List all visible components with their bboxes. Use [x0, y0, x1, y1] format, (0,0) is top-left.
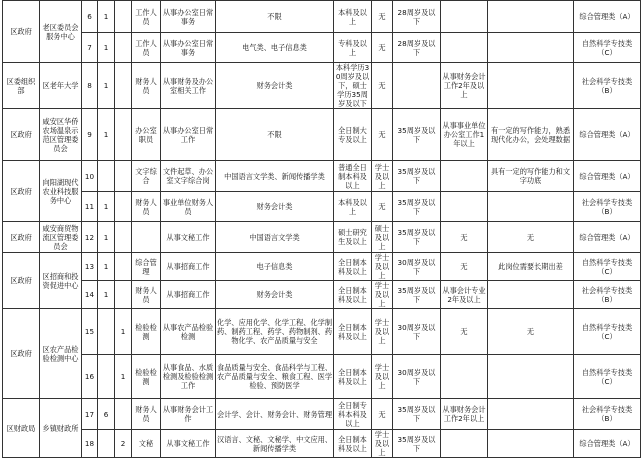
duty-cell: 从事招商工作 — [161, 253, 216, 281]
count-cell: 1 — [98, 192, 115, 222]
degree-cell: 学士及以上 — [372, 309, 393, 355]
category-cell: 工作人员 — [132, 1, 161, 33]
other-requirement-cell: 无 — [441, 222, 488, 253]
unit-cell: 区政府 — [3, 253, 40, 309]
dept-cell: 咸安商贸物流区管理委员会 — [40, 222, 82, 253]
count-cell: 1 — [98, 253, 115, 281]
category-cell: 财务人员 — [132, 399, 161, 430]
other-requirement-cell: 从事会计专业2年及以上 — [441, 281, 488, 309]
exam-type-cell: 自然科学专技类（C） — [574, 253, 641, 281]
remark-cell — [488, 63, 574, 109]
table-row — [3, 222, 641, 253]
duty-cell: 从事办公室日常工作 — [161, 109, 216, 161]
plan-type-cell — [115, 399, 132, 430]
exam-type-cell: 综合管理类（A） — [574, 161, 641, 192]
post-number-cell: 8 — [82, 63, 98, 109]
post-number-cell: 6 — [82, 1, 98, 33]
post-number-cell: 10 — [82, 161, 98, 192]
count-cell: 1 — [98, 33, 115, 63]
table-row — [3, 281, 641, 309]
education-cell: 本科及以上 — [334, 192, 372, 222]
age-cell: 28周岁及以下 — [393, 1, 441, 33]
education-cell: 专科及以上 — [334, 33, 372, 63]
exam-type-cell: 社会科学专技类（B） — [574, 281, 641, 309]
duty-cell: 从事办公室日常事务 — [161, 1, 216, 33]
table-row — [3, 109, 641, 161]
dept-cell: 区农产品检验检测中心 — [40, 309, 82, 399]
unit-cell: 区政府 — [3, 1, 40, 63]
remark-cell: 有一定的写作能力，熟悉现代化办公，会处理数据 — [488, 109, 574, 161]
major-cell: 财务会计类 — [216, 63, 334, 109]
recruitment-table — [2, 0, 641, 458]
unit-cell: 区财政局 — [3, 399, 40, 458]
degree-cell: 学士及以上 — [372, 281, 393, 309]
count-cell — [98, 161, 115, 192]
category-cell: 综合管理 — [132, 253, 161, 281]
exam-type-cell: 综合管理类（A） — [574, 222, 641, 253]
table-row — [3, 33, 641, 63]
dept-cell: 向阳湖现代农业科技服务中心 — [40, 161, 82, 222]
duty-cell: 从事财务会计工作 — [161, 399, 216, 430]
degree-cell: 硕士及以上 — [372, 222, 393, 253]
degree-cell: 学士及以上 — [372, 161, 393, 192]
major-cell: 不限 — [216, 109, 334, 161]
post-number-cell: 18 — [82, 430, 98, 458]
exam-type-cell: 综合管理类（A） — [574, 1, 641, 33]
other-requirement-cell: 从事财务会计工作2年及以上 — [441, 63, 488, 109]
degree-cell: 无 — [372, 1, 393, 33]
degree-cell: 无 — [372, 63, 393, 109]
age-cell: 28周岁及以下 — [393, 33, 441, 63]
remark-cell — [488, 1, 574, 33]
age-cell: 35周岁及以下 — [393, 281, 441, 309]
post-number-cell: 13 — [82, 253, 98, 281]
table-row — [3, 161, 641, 192]
duty-cell: 事业单位财务人员 — [161, 192, 216, 222]
age-cell — [393, 63, 441, 109]
unit-cell: 区政府 — [3, 309, 40, 399]
plan-type-cell — [115, 222, 132, 253]
major-cell: 化学、应用化学、化学工程、化学制药、制药工程、药学、药物制剂、药物化学、农产品质量与安全 — [216, 309, 334, 355]
remark-cell — [488, 33, 574, 63]
exam-type-cell: 自然科学专技类（C） — [574, 309, 641, 355]
exam-type-cell: 自然科学专技类（C） — [574, 33, 641, 63]
other-requirement-cell: 从事财务会计工作2年以上 — [441, 399, 488, 430]
major-cell: 中国语言文学类、新闻传播学类 — [216, 161, 334, 192]
category-cell: 财务人员 — [132, 281, 161, 309]
major-cell: 不限 — [216, 1, 334, 33]
remark-cell: 无 — [488, 222, 574, 253]
duty-cell: 从事财务及办公室相关工作 — [161, 63, 216, 109]
unit-cell: 区政府 — [3, 161, 40, 222]
plan-type-cell — [115, 63, 132, 109]
degree-cell: 无 — [372, 399, 393, 430]
count-cell — [98, 430, 115, 458]
remark-cell — [488, 281, 574, 309]
table-row — [3, 192, 641, 222]
other-requirement-cell: 无 — [441, 309, 488, 355]
duty-cell: 从事农产品检验检测 — [161, 309, 216, 355]
plan-type-cell — [115, 192, 132, 222]
exam-type-cell: 综合管理类（A） — [574, 109, 641, 161]
education-cell: 全日制本科及以上 — [334, 309, 372, 355]
category-cell: 检验检测 — [132, 309, 161, 355]
remark-cell: 此岗位需要长期出差 — [488, 253, 574, 281]
education-cell: 全日制大专及以上 — [334, 109, 372, 161]
plan-type-cell — [115, 109, 132, 161]
plan-type-cell — [115, 33, 132, 63]
count-cell: 1 — [98, 222, 115, 253]
other-requirement-cell: 无 — [441, 253, 488, 281]
age-cell: 35周岁及以下 — [393, 109, 441, 161]
degree-cell: 学士及以上 — [372, 355, 393, 399]
education-cell: 全日制本科及以上 — [334, 253, 372, 281]
other-requirement-cell — [441, 355, 488, 399]
age-cell: 30周岁及以下 — [393, 309, 441, 355]
major-cell: 电子信息类 — [216, 253, 334, 281]
education-cell: 本科及以上 — [334, 1, 372, 33]
category-cell: 财务人员 — [132, 63, 161, 109]
degree-cell: 学士及以上 — [372, 430, 393, 458]
count-cell: 6 — [98, 399, 115, 430]
post-number-cell: 9 — [82, 109, 98, 161]
category-cell — [132, 222, 161, 253]
category-cell: 办公室职员 — [132, 109, 161, 161]
education-cell: 全日制本科及以上 — [334, 430, 372, 458]
plan-type-cell — [115, 281, 132, 309]
table-row — [3, 430, 641, 458]
count-cell: 1 — [98, 63, 115, 109]
category-cell: 文字综合 — [132, 161, 161, 192]
age-cell: 35周岁及以下 — [393, 192, 441, 222]
post-number-cell: 17 — [82, 399, 98, 430]
age-cell: 35周岁及以下 — [393, 161, 441, 192]
remark-cell: 具有一定的写作能力和文字功底 — [488, 161, 574, 192]
exam-type-cell: 综合管理类（A） — [574, 430, 641, 458]
duty-cell: 文件起草、办公室文字综合岗 — [161, 161, 216, 192]
duty-cell: 从事文秘工作 — [161, 222, 216, 253]
post-number-cell: 11 — [82, 192, 98, 222]
table-row — [3, 399, 641, 430]
age-cell: 30周岁及以下 — [393, 253, 441, 281]
degree-cell: 学士及以上 — [372, 253, 393, 281]
count-cell: 1 — [98, 109, 115, 161]
duty-cell: 从事文秘工作 — [161, 430, 216, 458]
plan-type-cell: 2 — [115, 430, 132, 458]
unit-cell: 区政府 — [3, 109, 40, 161]
plan-type-cell — [115, 161, 132, 192]
count-cell: 1 — [98, 1, 115, 33]
dept-cell: 乡镇财政所 — [40, 399, 82, 458]
dept-cell: 咸安区华侨农场温泉示范区管理委员会 — [40, 109, 82, 161]
other-requirement-cell — [441, 192, 488, 222]
post-number-cell: 7 — [82, 33, 98, 63]
other-requirement-cell: 从事事业单位办公室工作1年以上 — [441, 109, 488, 161]
duty-cell: 从事食品、水质检测及检验检测工作 — [161, 355, 216, 399]
count-cell — [98, 355, 115, 399]
age-cell: 35周岁及以下 — [393, 430, 441, 458]
count-cell — [98, 309, 115, 355]
major-cell: 食品质量与安全、食品科学与工程、农产品质量与安全、粮食工程、医学检验、预防医学 — [216, 355, 334, 399]
exam-type-cell: 自然科学专技类（C） — [574, 355, 641, 399]
plan-type-cell: 1 — [115, 309, 132, 355]
category-cell: 财务人员 — [132, 192, 161, 222]
education-cell: 硕士研究生及以上 — [334, 222, 372, 253]
other-requirement-cell — [441, 1, 488, 33]
dept-cell: 区招商和投资促进中心 — [40, 253, 82, 309]
post-number-cell: 12 — [82, 222, 98, 253]
major-cell: 财务会计类 — [216, 192, 334, 222]
major-cell: 会计学、会计、财务会计、财务管理 — [216, 399, 334, 430]
plan-type-cell — [115, 1, 132, 33]
post-number-cell: 15 — [82, 309, 98, 355]
other-requirement-cell — [441, 430, 488, 458]
age-cell: 35周岁及以下 — [393, 222, 441, 253]
remark-cell — [488, 355, 574, 399]
education-cell: 全日制本科及以上 — [334, 355, 372, 399]
major-cell: 电气类、电子信息类 — [216, 33, 334, 63]
major-cell: 中国语言文学类 — [216, 222, 334, 253]
education-cell: 本科学历30周岁及以下，硕士学历35周岁及以下 — [334, 63, 372, 109]
other-requirement-cell — [441, 33, 488, 63]
education-cell: 全日制本科及以上 — [334, 281, 372, 309]
exam-type-cell: 社会科学专技类（B） — [574, 63, 641, 109]
duty-cell: 从事办公室日常事务 — [161, 33, 216, 63]
table-row — [3, 253, 641, 281]
category-cell: 工作人员 — [132, 33, 161, 63]
exam-type-cell: 社会科学专技类（B） — [574, 399, 641, 430]
other-requirement-cell — [441, 161, 488, 192]
post-number-cell: 16 — [82, 355, 98, 399]
dept-cell: 区老年大学 — [40, 63, 82, 109]
remark-cell — [488, 192, 574, 222]
post-number-cell: 14 — [82, 281, 98, 309]
duty-cell: 从事招商工作 — [161, 281, 216, 309]
table-row — [3, 355, 641, 399]
age-cell: 35周岁及以下 — [393, 399, 441, 430]
exam-type-cell: 社会科学专技类（B） — [574, 192, 641, 222]
age-cell: 30周岁及以下 — [393, 355, 441, 399]
table-row — [3, 1, 641, 33]
degree-cell: 无 — [372, 192, 393, 222]
remark-cell — [488, 430, 574, 458]
degree-cell: 无 — [372, 33, 393, 63]
table-row — [3, 309, 641, 355]
dept-cell: 老区委员会服务中心 — [40, 1, 82, 63]
category-cell: 检验检测 — [132, 355, 161, 399]
degree-cell: 无 — [372, 109, 393, 161]
major-cell: 汉语言、文秘、文秘学、中文应用、新闻传播学类 — [216, 430, 334, 458]
major-cell: 财务会计类 — [216, 281, 334, 309]
remark-cell — [488, 399, 574, 430]
count-cell: 1 — [98, 281, 115, 309]
unit-cell: 区委组织部 — [3, 63, 40, 109]
remark-cell: 无 — [488, 309, 574, 355]
table-row — [3, 63, 641, 109]
category-cell: 文秘 — [132, 430, 161, 458]
unit-cell: 区政府 — [3, 222, 40, 253]
plan-type-cell: 1 — [115, 355, 132, 399]
education-cell: 普通全日制本科及以上 — [334, 161, 372, 192]
plan-type-cell — [115, 253, 132, 281]
education-cell: 全日制专科本科及以上 — [334, 399, 372, 430]
